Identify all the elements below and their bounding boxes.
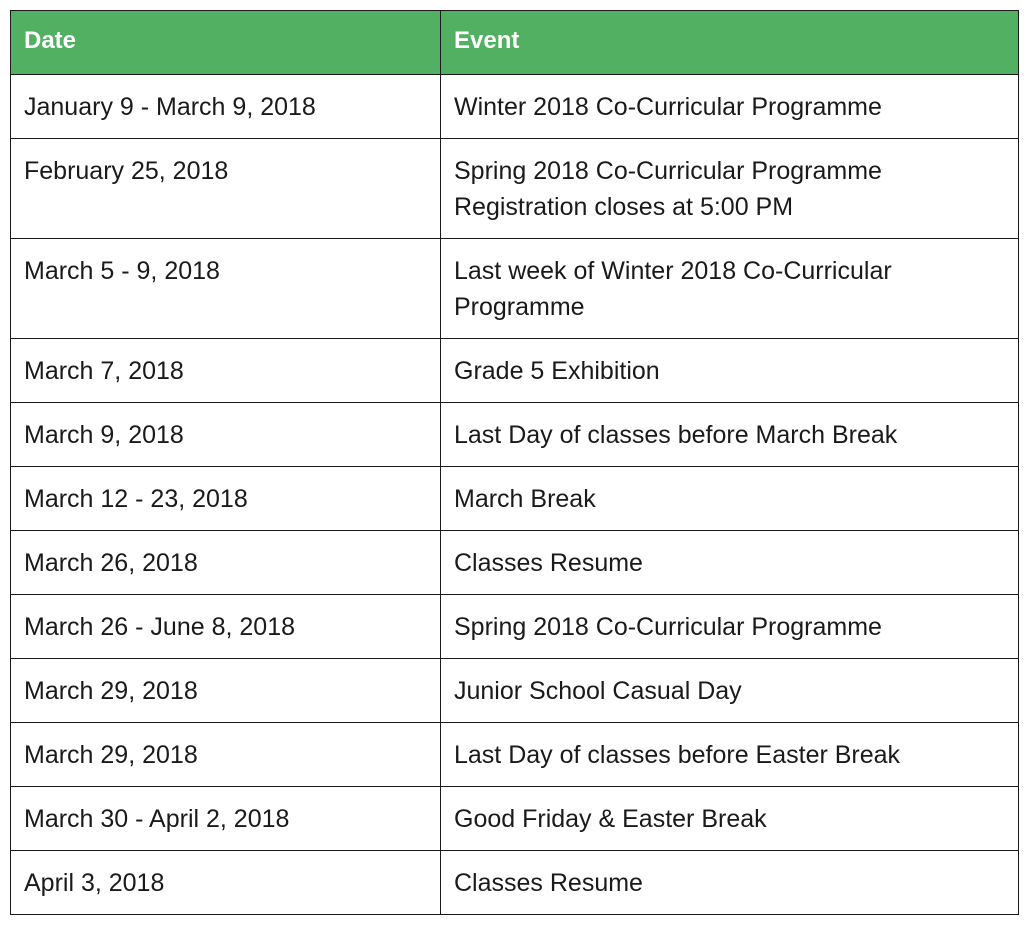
event-text: Last Day of classes before Easter Break (454, 741, 901, 769)
date-cell: January 9 - March 9, 2018 (11, 75, 441, 139)
event-cell (441, 531, 1019, 595)
table-row (11, 595, 1019, 659)
event-cell (441, 139, 1019, 239)
table-row (11, 787, 1019, 851)
header-row (11, 11, 1019, 75)
event-text: Registration closes at 5:00 PM (454, 193, 794, 221)
event-text: Classes Resume (454, 869, 643, 897)
event-cell (441, 339, 1019, 403)
event-text: Programme (454, 293, 585, 321)
date-cell: March 30 - April 2, 2018 (11, 787, 441, 851)
date-cell: March 12 - 23, 2018 (11, 467, 441, 531)
table-row (11, 139, 1019, 239)
date-cell: March 26, 2018 (11, 531, 441, 595)
event-text: Good Friday & Easter Break (454, 805, 767, 833)
date-cell: February 25, 2018 (11, 139, 441, 239)
date-cell: April 3, 2018 (11, 851, 441, 915)
event-text: Spring 2018 Co-Curricular Programme (454, 157, 882, 185)
event-cell (441, 239, 1019, 339)
date-column-header: Date (11, 11, 441, 75)
event-text: Last Day of classes before March Break (454, 421, 898, 449)
date-cell: March 7, 2018 (11, 339, 441, 403)
date-cell: March 5 - 9, 2018 (11, 239, 441, 339)
table-row (11, 403, 1019, 467)
event-text: Junior School Casual Day (454, 677, 742, 705)
event-cell (441, 467, 1019, 531)
event-text: Spring 2018 Co-Curricular Programme (454, 613, 882, 641)
event-cell (441, 659, 1019, 723)
events-table-body (11, 75, 1019, 915)
event-text: Classes Resume (454, 549, 643, 577)
event-cell (441, 403, 1019, 467)
event-text: Winter 2018 Co-Curricular Programme (454, 93, 882, 121)
event-column-header: Event (441, 11, 1019, 75)
event-cell (441, 851, 1019, 915)
event-cell (441, 723, 1019, 787)
event-text: Last week of Winter 2018 Co-Curricular (454, 257, 892, 285)
event-cell (441, 595, 1019, 659)
table-row (11, 339, 1019, 403)
date-cell: March 9, 2018 (11, 403, 441, 467)
table-row (11, 851, 1019, 915)
event-text: Grade 5 Exhibition (454, 357, 660, 385)
event-cell (441, 787, 1019, 851)
date-cell: March 29, 2018 (11, 659, 441, 723)
events-table-header (11, 11, 1019, 75)
date-cell: March 29, 2018 (11, 723, 441, 787)
table-row (11, 75, 1019, 139)
table-row (11, 723, 1019, 787)
date-cell: March 26 - June 8, 2018 (11, 595, 441, 659)
event-cell (441, 75, 1019, 139)
table-row (11, 239, 1019, 339)
table-row (11, 467, 1019, 531)
event-text: March Break (454, 485, 596, 513)
table-row (11, 531, 1019, 595)
events-table (10, 10, 1019, 915)
table-row (11, 659, 1019, 723)
